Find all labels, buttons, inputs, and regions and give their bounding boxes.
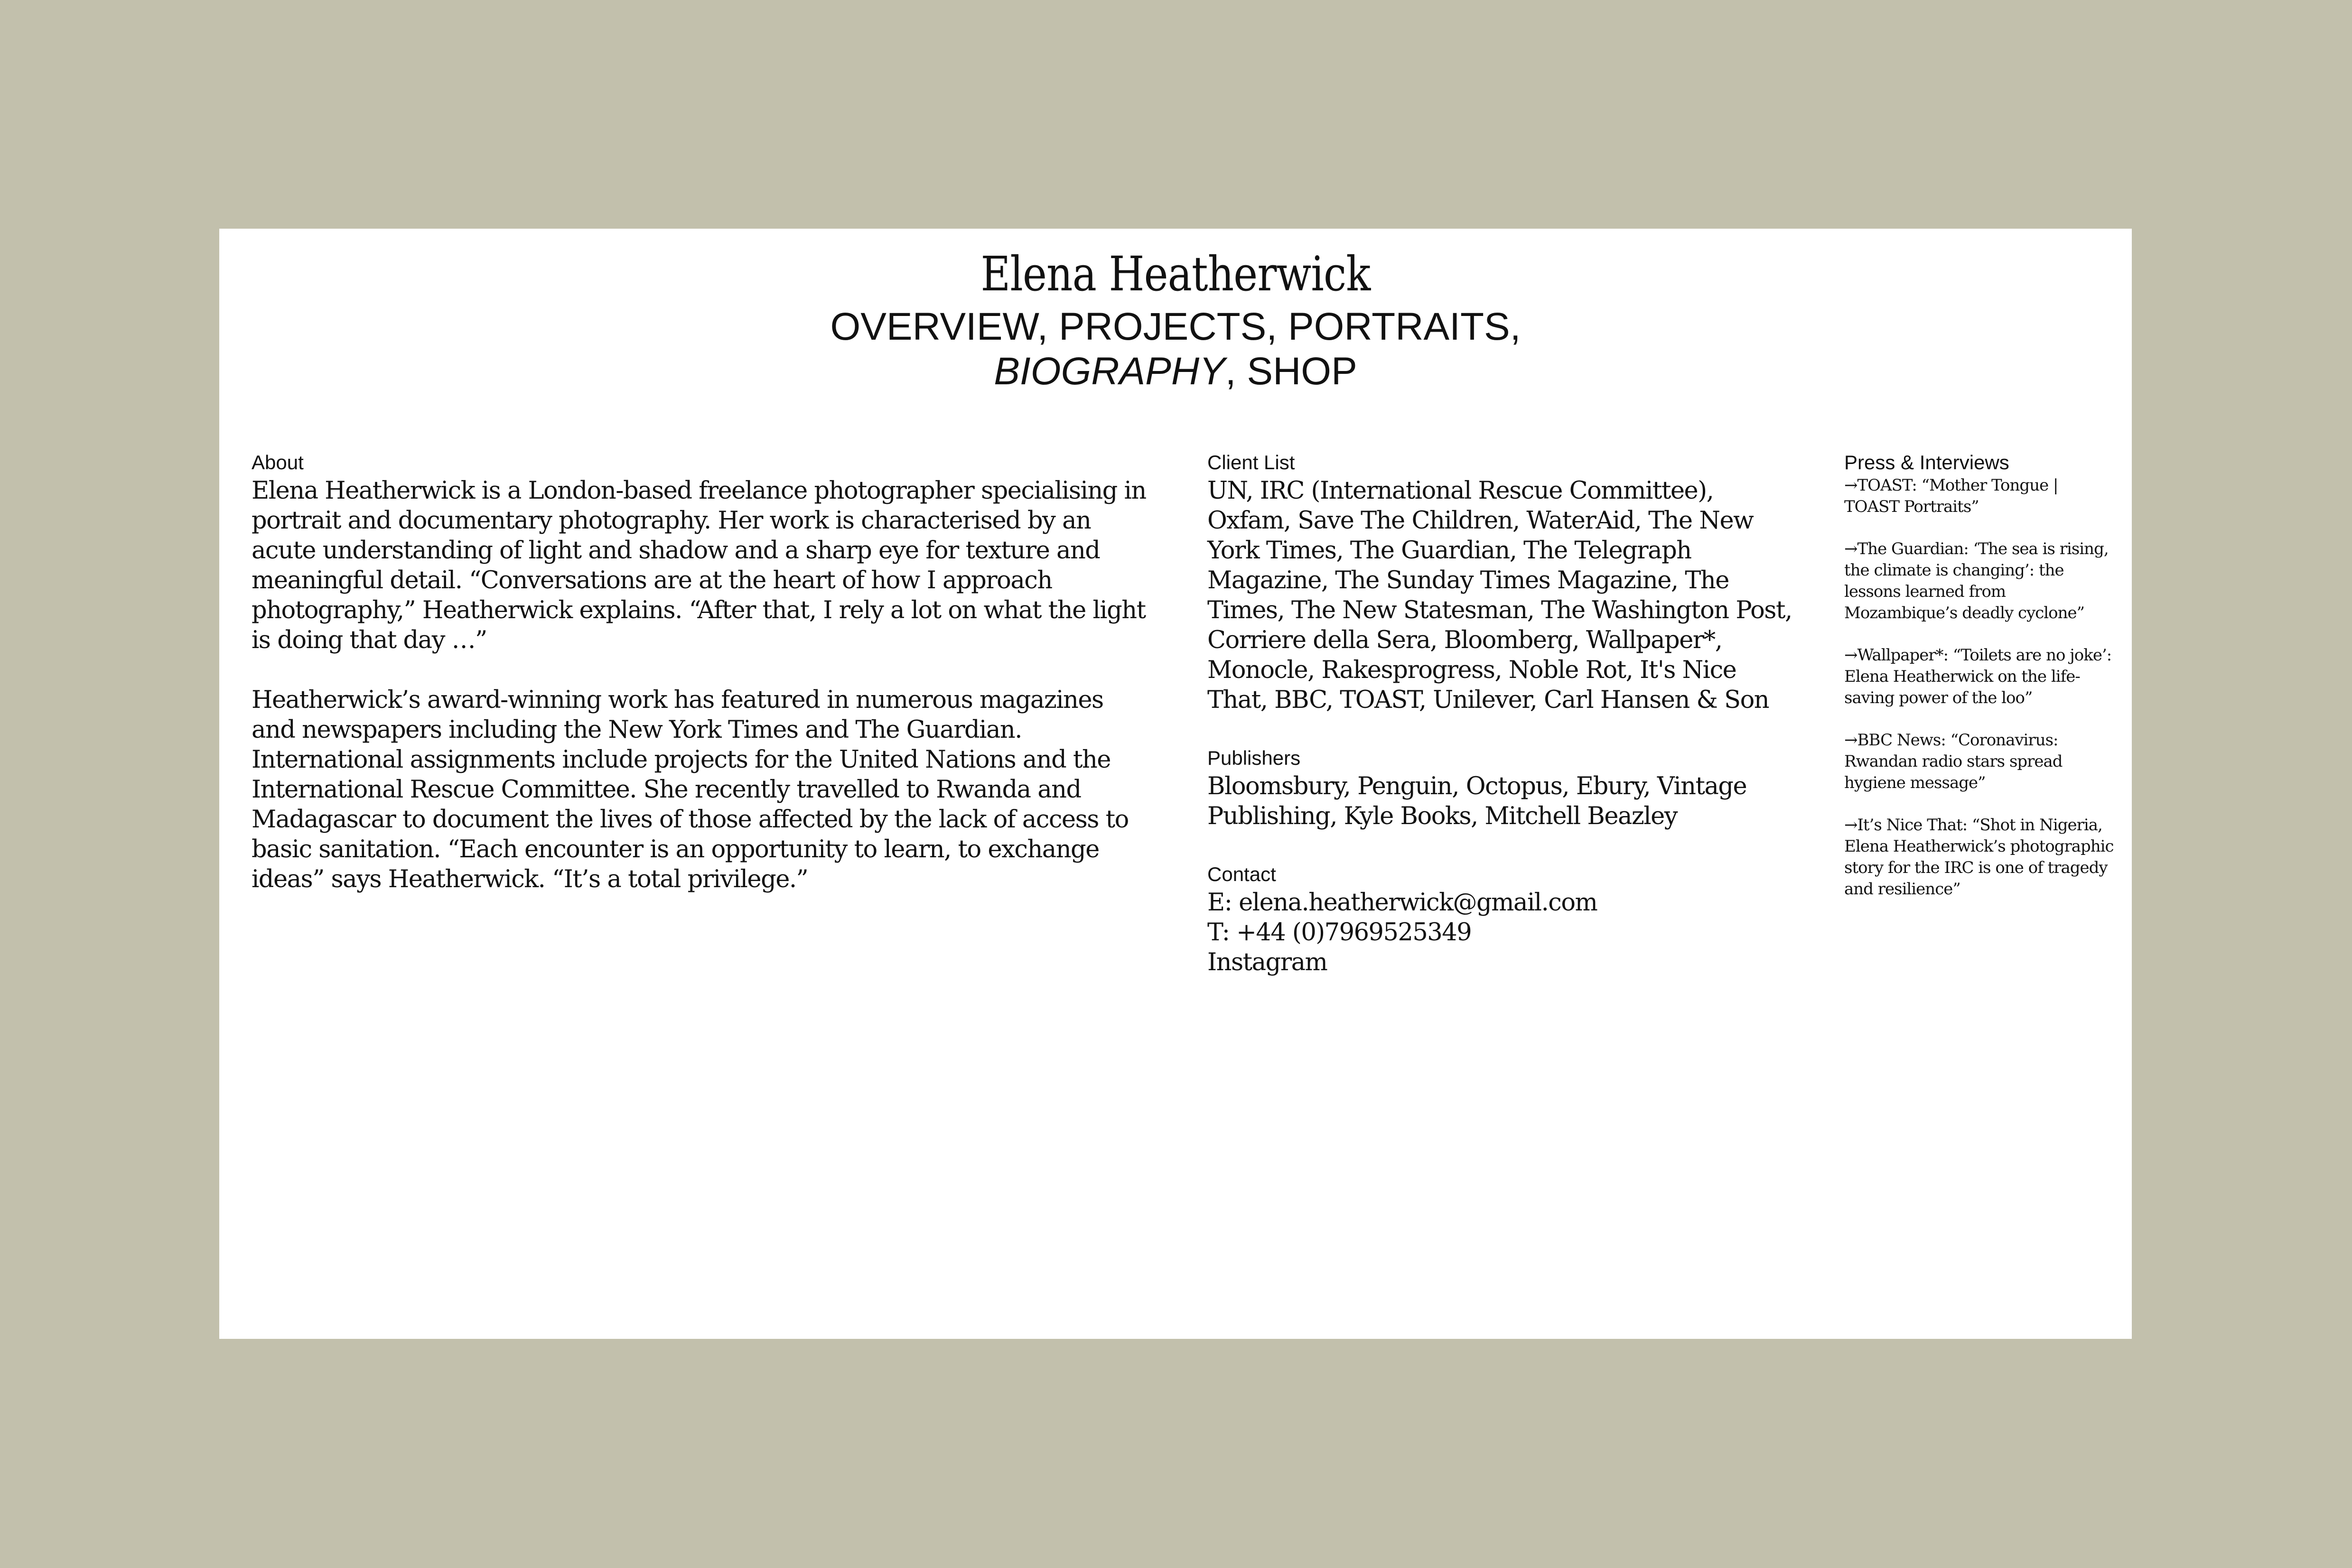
publishers-text: Bloomsbury, Penguin, Octopus, Ebury, Vintage Publishing, Kyle Books, Mitchell Beazley: [1207, 772, 1747, 830]
contact-label: Contact: [1207, 863, 1276, 885]
client-list-label: Client List: [1207, 451, 1295, 473]
press-list: [1844, 475, 2115, 900]
press-link-wallpaper[interactable]: →Wallpaper*: “Toilets are no joke’: Elena Heatherwick on the life-saving power of the loo”: [1844, 646, 2112, 707]
press-label: Press & Interviews: [1844, 451, 2009, 473]
about-label: About: [252, 451, 304, 473]
publishers-label: Publishers: [1207, 747, 1301, 769]
press-link-bbc[interactable]: →BBC News: “Coronavirus: Rwandan radio stars spread hygiene message”: [1844, 731, 2063, 792]
instagram-link[interactable]: Instagram: [1207, 948, 1327, 976]
nav-overview[interactable]: OVERVIEW: [830, 305, 1037, 348]
client-list-section: [1207, 449, 1801, 715]
nav-shop[interactable]: SHOP: [1247, 350, 1357, 393]
paragraph-spacer: [252, 655, 1153, 685]
site-title[interactable]: Elena Heatherwick: [980, 246, 1371, 302]
press-link-toast[interactable]: →TOAST: “Mother Tongue | TOAST Portraits”: [1844, 476, 2058, 516]
contact-phone-link[interactable]: T: +44 (0)7969525349: [1207, 919, 1472, 946]
contact-section: [1207, 861, 1801, 977]
contact-email-link[interactable]: E: elena.heatherwick@gmail.com: [1207, 889, 1597, 917]
nav-separator: ,: [1266, 305, 1288, 348]
about-section: [252, 449, 1153, 894]
nav-biography[interactable]: BIOGRAPHY: [994, 350, 1225, 393]
about-paragraph-1: Elena Heatherwick is a London-based freelance photographer specialising in portrait and documentary photography. Her work is characterised by an acute understanding of light and shadow and a sharp eye for texture and meaningful detail. “Conversations are at the heart of how I approach photography,” Heatherwick explains. “After that, I rely a lot on what the light is doing that day …”: [252, 477, 1146, 654]
about-paragraph-2: Heatherwick’s award-winning work has featured in numerous magazines and newspapers including the New York Times and The Guardian. International assignments include projects for the United Nations and the International Rescue Committee. She recently travelled to Rwanda and Madagascar to document the lives of those affected by the lack of access to basic sanitation. “Each encounter is an opportunity to learn, to exchange ideas” says Heatherwick. “It’s a total privilege.”: [252, 686, 1129, 893]
page-window: [219, 229, 2132, 1339]
main-nav: [219, 305, 2132, 394]
publishers-section: [1207, 745, 1801, 831]
client-list-text: UN, IRC (International Rescue Committee), Oxfam, Save The Children, WaterAid, The New York Times, The Guardian, The Telegraph Magazine, The Sunday Times Magazine, The Times, The New Statesman, The Washington Post, Corriere della Sera, Bloomberg, Wallpaper*, Monocle, Rakesprogress, Noble Rot, It's Nice That, BBC, TOAST, Unilever, Carl Hansen & Son: [1207, 477, 1792, 714]
site-header: [219, 246, 2132, 394]
nav-separator: ,: [1037, 305, 1059, 348]
press-link-guardian[interactable]: →The Guardian: ‘The sea is rising, the climate is changing’: the lessons learned from Mozambique’s deadly cyclone”: [1844, 539, 2109, 622]
nav-projects[interactable]: PROJECTS: [1058, 305, 1267, 348]
nav-portraits[interactable]: PORTRAITS: [1288, 305, 1510, 348]
press-section: [1844, 449, 2115, 921]
nav-separator: ,: [1225, 350, 1247, 393]
nav-separator: ,: [1510, 305, 1521, 348]
press-link-its-nice-that[interactable]: →It’s Nice That: “Shot in Nigeria, Elena Heatherwick’s photographic story for the IRC is one of tragedy and resilience”: [1844, 816, 2114, 899]
clients-column: [1207, 449, 1801, 1007]
